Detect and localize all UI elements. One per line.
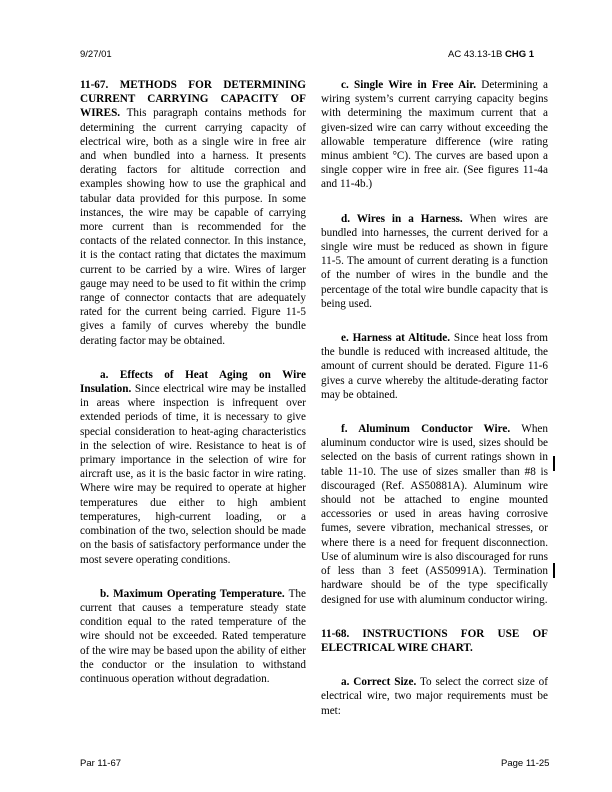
body-f-aluminum: When aluminum conductor wire is used, sizes should be selected on the basis of current ratings shown in table 11-10. The use of sizes smaller than #8 is discouraged (Ref. AS50881A). Aluminum wire should not be attached to engine mounted accessories or used in areas having corrosive fumes, severe vibration, mechanical stresses, or where there is a need for frequent disconnection. Use of aluminum wire is also discouraged for runs of less than 3 feet (AS50991A). Termination hardware should be of the type specifically designed for use with aluminum conductor wiring. (321, 423, 548, 606)
left-column (80, 78, 306, 700)
paragraph-a-heat-aging (80, 368, 306, 567)
right-column (321, 78, 548, 732)
heading-11-68: 11-68. INSTRUCTIONS FOR USE OF ELECTRICAL WIRE CHART. (321, 627, 548, 654)
paragraph-11-68 (321, 627, 548, 655)
heading-d-harness: d. Wires in a Harness. (341, 212, 463, 225)
paragraph-d-harness (321, 212, 548, 311)
body-a-correct-size: To select the correct size of electrical wire, two major requirements must be met: (321, 676, 548, 717)
change-number: CHG 1 (505, 49, 535, 60)
heading-11-67: 11-67. METHODS FOR DETERMINING CURRENT CARRYING CAPACITY OF WIRES. (80, 79, 306, 120)
paragraph-a-correct-size (321, 675, 548, 718)
body-e-altitude: Since heat loss from the bundle is reduced with increased altitude, the amount of current should be derated. Figure 11-6 gives a curve whereby the altitude-derating factor may be obtained. (321, 332, 548, 401)
body-a-heat-aging: Since electrical wire may be installed in areas where inspection is infrequent over extended periods of time, it is necessary to give special consideration to heat-aging characteristics in the selection of wire. Resistance to heat is of primary importance in the selection of wire for aircraft use, as it is the basic factor in wire rating. Where wire may be required to operate at higher temperatures due either to high ambient temperatures, high-current loading, or a combination of the two, selection should be made on the basis of satisfactory performance under the most severe operating conditions. (80, 383, 307, 566)
body-b-max-temp: The current that causes a temperature steady state condition equal to the rated temperature of the wire should not be exceeded. Rated temperature of the wire may be based upon the ability of either the conductor or the insulation to withstand continuous operation without degradation. (80, 587, 306, 685)
paragraph-e-altitude (321, 331, 548, 402)
heading-a-heat-aging: a. Effects of Heat Aging on Wire Insulation. (80, 368, 306, 396)
footer-page-number: Page 11-25 (501, 758, 550, 769)
footer-par: Par 11-67 (80, 758, 122, 769)
paragraph-c-free-air (321, 78, 548, 192)
heading-a-correct-size: a. Correct Size. (341, 676, 417, 689)
doc-number: AC 43.13-1B (448, 49, 503, 60)
change-bar (553, 456, 555, 471)
header-date: 9/27/01 (80, 49, 112, 60)
paragraph-f-aluminum (321, 422, 548, 607)
heading-f-aluminum: f. Aluminum Conductor Wire. (341, 423, 511, 436)
paragraph-b-max-temp (80, 587, 306, 686)
paragraph-11-67 (80, 78, 306, 348)
heading-b-max-temp: b. Maximum Operating Temperature. (100, 587, 285, 600)
heading-e-altitude: e. Harness at Altitude. (341, 332, 451, 345)
body-c-free-air: Determining a wiring system’s current carrying capacity begins with determining the maximum current that a given-sized wire can carry without exceeding the allowable temperature difference (wire rating minus ambient °C). The curves are based upon a single copper wire in free air. (See figures 11-4a and 11-4b.) (321, 79, 549, 191)
body-11-67: This paragraph contains methods for determining the current carrying capacity of electrical wire, both as a single wire in free air and when bundled into a harness. It presents derating factors for altitude correction and examples showing how to use the graphical and tabular data provided for this purpose. In some instances, the wire may be capable of carrying more current than is recommended for the contacts of the related connector. In this instance, it is the contact rating that dictates the maximum current to be carried by a wire. Wires of larger gauge may need to be used to fit within the crimp range of connector contacts that are adequately rated for the current being carried. Figure 11-5 gives a family of curves whereby the bundle derating factor may be obtained. (80, 107, 306, 347)
heading-c-free-air: c. Single Wire in Free Air. (341, 79, 476, 91)
change-bar (553, 563, 555, 578)
header-doc-id (448, 49, 534, 60)
body-d-harness: When wires are bundled into harnesses, the current derived for a single wire must be reduced as shown in figure 11-5. The amount of current derating is a function of the number of wires in the bundle and the percentage of the total wire bundle capacity that is being used. (321, 212, 548, 310)
